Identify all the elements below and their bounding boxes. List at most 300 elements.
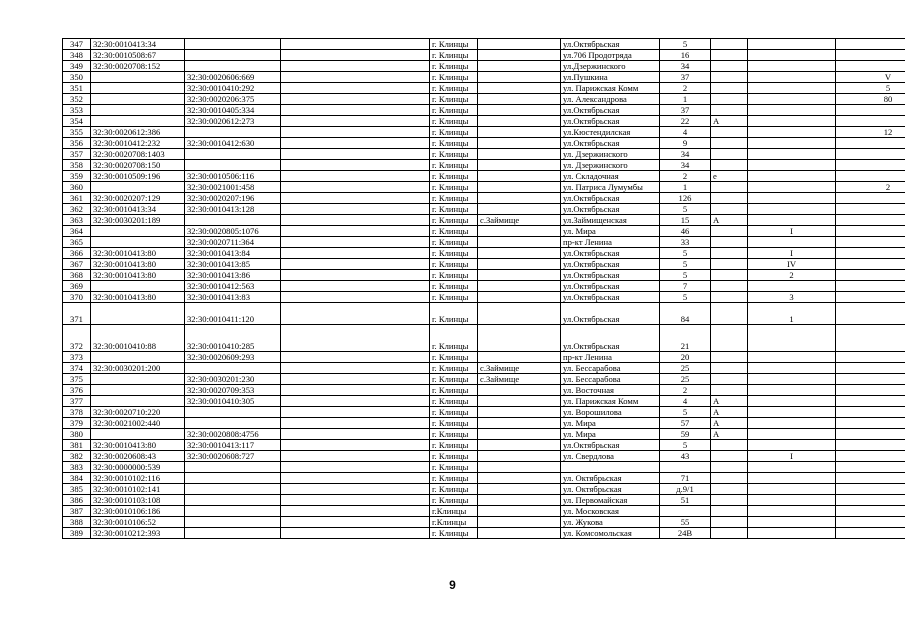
letter-cell: А (711, 418, 748, 429)
cadastral-number-cell (91, 116, 185, 127)
apartment-cell (836, 281, 905, 292)
apartment-cell (836, 418, 905, 429)
building-cell (748, 237, 836, 248)
street-cell: ул. Мира (561, 418, 660, 429)
cadastral-number-2-cell (185, 149, 281, 160)
house-number-cell: 15 (660, 215, 711, 226)
building-cell (748, 495, 836, 506)
building-cell: I (748, 226, 836, 237)
city-cell: г. Клинцы (430, 484, 478, 495)
building-cell (748, 182, 836, 193)
row-number-cell: 378 (63, 407, 91, 418)
settlement-cell (478, 303, 561, 325)
extra-cell (281, 248, 430, 259)
letter-cell (711, 517, 748, 528)
extra-cell (281, 517, 430, 528)
street-cell: ул. Патриса Лумумбы (561, 182, 660, 193)
street-cell: ул.Кюстендилская (561, 127, 660, 138)
cadastral-number-2-cell: 32:30:0010412:630 (185, 138, 281, 149)
table-row (63, 495, 905, 506)
apartment-cell: 12 (836, 127, 905, 138)
settlement-cell (478, 281, 561, 292)
cadastral-number-cell: 32:30:0010412:232 (91, 138, 185, 149)
settlement-cell (478, 204, 561, 215)
extra-cell (281, 292, 430, 303)
building-cell (748, 105, 836, 116)
city-cell: г. Клинцы (430, 440, 478, 451)
building-cell (748, 171, 836, 182)
street-cell: ул. Мира (561, 429, 660, 440)
apartment-cell (836, 528, 905, 539)
letter-cell (711, 440, 748, 451)
apartment-cell (836, 193, 905, 204)
settlement-cell (478, 50, 561, 61)
cadastral-number-2-cell: 32:30:0020608:727 (185, 451, 281, 462)
house-number-cell: 46 (660, 226, 711, 237)
house-number-cell: 34 (660, 160, 711, 171)
table-row (63, 407, 905, 418)
building-cell (748, 193, 836, 204)
street-cell: ул. Жукова (561, 517, 660, 528)
apartment-cell (836, 39, 905, 50)
cadastral-number-cell: 32:30:0010413:80 (91, 270, 185, 281)
extra-cell (281, 160, 430, 171)
building-cell (748, 72, 836, 83)
table-row (63, 105, 905, 116)
letter-cell: А (711, 429, 748, 440)
apartment-cell (836, 149, 905, 160)
street-cell: ул.706 Продотряда (561, 50, 660, 61)
extra-cell (281, 407, 430, 418)
letter-cell (711, 484, 748, 495)
street-cell: ул.Октябрьская (561, 193, 660, 204)
apartment-cell: 80 (836, 94, 905, 105)
street-cell: ул.Октябрьская (561, 138, 660, 149)
building-cell (748, 374, 836, 385)
settlement-cell (478, 385, 561, 396)
row-number-cell: 349 (63, 61, 91, 72)
row-number-cell: 360 (63, 182, 91, 193)
letter-cell (711, 259, 748, 270)
cadastral-number-2-cell: 32:30:0020609:293 (185, 352, 281, 363)
cadastral-number-2-cell: 32:30:0010413:117 (185, 440, 281, 451)
building-cell (748, 127, 836, 138)
cadastral-number-2-cell: 32:30:0010405:334 (185, 105, 281, 116)
extra-cell (281, 528, 430, 539)
house-number-cell: 55 (660, 517, 711, 528)
settlement-cell (478, 226, 561, 237)
cadastral-number-cell: 32:30:0010102:141 (91, 484, 185, 495)
cadastral-number-cell (91, 374, 185, 385)
house-number-cell: 22 (660, 116, 711, 127)
street-cell: ул. Парижская Комм (561, 83, 660, 94)
cadastral-number-cell: 32:30:0000000:539 (91, 462, 185, 473)
letter-cell (711, 462, 748, 473)
row-number-cell: 365 (63, 237, 91, 248)
street-cell: ул.Октябрьская (561, 204, 660, 215)
letter-cell (711, 303, 748, 325)
apartment-cell (836, 270, 905, 281)
house-number-cell: 2 (660, 385, 711, 396)
cadastral-number-2-cell: 32:30:0020206:375 (185, 94, 281, 105)
settlement-cell (478, 440, 561, 451)
extra-cell (281, 484, 430, 495)
extra-cell (281, 506, 430, 517)
cadastral-number-2-cell (185, 517, 281, 528)
cadastral-number-2-cell: 32:30:0010413:83 (185, 292, 281, 303)
row-number-cell: 351 (63, 83, 91, 94)
letter-cell (711, 127, 748, 138)
apartment-cell (836, 352, 905, 363)
letter-cell (711, 451, 748, 462)
row-number-cell: 372 (63, 325, 91, 352)
settlement-cell (478, 429, 561, 440)
apartment-cell (836, 226, 905, 237)
house-number-cell: 5 (660, 259, 711, 270)
cadastral-number-cell (91, 396, 185, 407)
house-number-cell: 1 (660, 182, 711, 193)
table-row (63, 352, 905, 363)
cadastral-number-cell: 32:30:0010508:67 (91, 50, 185, 61)
street-cell: ул. Комсомольская (561, 528, 660, 539)
apartment-cell (836, 484, 905, 495)
cadastral-number-2-cell: 32:30:0020207:196 (185, 193, 281, 204)
extra-cell (281, 105, 430, 116)
extra-cell (281, 138, 430, 149)
apartment-cell (836, 495, 905, 506)
extra-cell (281, 462, 430, 473)
table-row (63, 193, 905, 204)
house-number-cell: 7 (660, 281, 711, 292)
building-cell (748, 385, 836, 396)
row-number-cell: 380 (63, 429, 91, 440)
apartment-cell (836, 363, 905, 374)
cadastral-number-cell: 32:30:0010102:116 (91, 473, 185, 484)
table-row (63, 440, 905, 451)
settlement-cell (478, 270, 561, 281)
table-row (63, 94, 905, 105)
settlement-cell: с.Займище (478, 363, 561, 374)
cadastral-number-cell (91, 237, 185, 248)
row-number-cell: 370 (63, 292, 91, 303)
street-cell: ул.Октябрьская (561, 281, 660, 292)
apartment-cell (836, 61, 905, 72)
cadastral-number-2-cell (185, 495, 281, 506)
cadastral-number-2-cell (185, 50, 281, 61)
house-number-cell: 57 (660, 418, 711, 429)
city-cell: г. Клинцы (430, 374, 478, 385)
extra-cell (281, 127, 430, 138)
building-cell: I (748, 248, 836, 259)
letter-cell (711, 182, 748, 193)
street-cell: ул.Пушкина (561, 72, 660, 83)
cadastral-number-cell (91, 281, 185, 292)
cadastral-number-2-cell (185, 528, 281, 539)
street-cell: ул.Займищенская (561, 215, 660, 226)
street-cell: ул.Дзержинского (561, 61, 660, 72)
city-cell: г. Клинцы (430, 325, 478, 352)
cadastral-number-cell (91, 182, 185, 193)
city-cell: г. Клинцы (430, 292, 478, 303)
row-number-cell: 366 (63, 248, 91, 259)
building-cell (748, 396, 836, 407)
cadastral-number-cell (91, 105, 185, 116)
apartment-cell (836, 429, 905, 440)
city-cell: г. Клинцы (430, 451, 478, 462)
street-cell: ул. Мира (561, 226, 660, 237)
cadastral-number-2-cell: 32:30:0010413:84 (185, 248, 281, 259)
extra-cell (281, 473, 430, 484)
extra-cell (281, 215, 430, 226)
cadastral-number-2-cell: 32:30:0021001:458 (185, 182, 281, 193)
row-number-cell: 347 (63, 39, 91, 50)
house-number-cell: 5 (660, 407, 711, 418)
city-cell: г. Клинцы (430, 259, 478, 270)
cadastral-number-2-cell: 32:30:0020612:273 (185, 116, 281, 127)
letter-cell (711, 237, 748, 248)
street-cell: ул.Октябрьская (561, 248, 660, 259)
cadastral-number-cell: 32:30:0030201:200 (91, 363, 185, 374)
apartment-cell (836, 462, 905, 473)
street-cell: ул. Ворошилова (561, 407, 660, 418)
apartment-cell (836, 451, 905, 462)
cadastral-number-cell (91, 385, 185, 396)
street-cell: ул. Восточная (561, 385, 660, 396)
house-number-cell: 37 (660, 72, 711, 83)
street-cell: ул. Октябрьская (561, 484, 660, 495)
city-cell: г. Клинцы (430, 281, 478, 292)
city-cell: г. Клинцы (430, 50, 478, 61)
apartment-cell (836, 473, 905, 484)
table-row (63, 325, 905, 352)
street-cell: ул.Октябрьская (561, 105, 660, 116)
cadastral-number-2-cell: 32:30:0010412:563 (185, 281, 281, 292)
apartment-cell (836, 374, 905, 385)
cadastral-number-cell: 32:30:0010106:186 (91, 506, 185, 517)
extra-cell (281, 451, 430, 462)
extra-cell (281, 303, 430, 325)
house-number-cell: 43 (660, 451, 711, 462)
cadastral-number-cell: 32:30:0020708:150 (91, 160, 185, 171)
cadastral-number-cell: 32:30:0010413:80 (91, 440, 185, 451)
cadastral-number-cell (91, 352, 185, 363)
settlement-cell (478, 138, 561, 149)
settlement-cell (478, 94, 561, 105)
cadastral-number-2-cell: 32:30:0030201:230 (185, 374, 281, 385)
settlement-cell (478, 473, 561, 484)
settlement-cell (478, 105, 561, 116)
table-row (63, 363, 905, 374)
letter-cell (711, 385, 748, 396)
city-cell: г. Клинцы (430, 215, 478, 226)
city-cell: г. Клинцы (430, 182, 478, 193)
building-cell (748, 429, 836, 440)
row-number-cell: 375 (63, 374, 91, 385)
extra-cell (281, 116, 430, 127)
apartment-cell (836, 237, 905, 248)
letter-cell (711, 325, 748, 352)
building-cell (748, 407, 836, 418)
house-number-cell: 5 (660, 248, 711, 259)
cadastral-number-2-cell: 32:30:0010410:305 (185, 396, 281, 407)
table-row (63, 396, 905, 407)
city-cell: г. Клинцы (430, 193, 478, 204)
building-cell (748, 94, 836, 105)
letter-cell (711, 193, 748, 204)
settlement-cell (478, 193, 561, 204)
row-number-cell: 356 (63, 138, 91, 149)
city-cell: г. Клинцы (430, 473, 478, 484)
row-number-cell: 377 (63, 396, 91, 407)
building-cell (748, 160, 836, 171)
city-cell: г. Клинцы (430, 226, 478, 237)
letter-cell: А (711, 215, 748, 226)
row-number-cell: 389 (63, 528, 91, 539)
house-number-cell: 71 (660, 473, 711, 484)
city-cell: г. Клинцы (430, 127, 478, 138)
row-number-cell: 354 (63, 116, 91, 127)
cadastral-number-cell (91, 94, 185, 105)
row-number-cell: 383 (63, 462, 91, 473)
cadastral-number-cell: 32:30:0010212:393 (91, 528, 185, 539)
city-cell: г. Клинцы (430, 385, 478, 396)
cadastral-number-cell: 32:30:0010413:80 (91, 259, 185, 270)
extra-cell (281, 418, 430, 429)
apartment-cell (836, 517, 905, 528)
street-cell: ул. Бессарабова (561, 374, 660, 385)
city-cell: г. Клинцы (430, 160, 478, 171)
cadastral-number-2-cell: 32:30:0010411:120 (185, 303, 281, 325)
letter-cell (711, 39, 748, 50)
table-row (63, 116, 905, 127)
house-number-cell: 9 (660, 138, 711, 149)
letter-cell (711, 138, 748, 149)
city-cell: г. Клинцы (430, 72, 478, 83)
letter-cell (711, 226, 748, 237)
house-number-cell (660, 462, 711, 473)
apartment-cell: V (836, 72, 905, 83)
city-cell: г. Клинцы (430, 105, 478, 116)
settlement-cell (478, 237, 561, 248)
row-number-cell: 381 (63, 440, 91, 451)
letter-cell (711, 352, 748, 363)
table-row (63, 462, 905, 473)
table-row (63, 473, 905, 484)
cadastral-number-cell: 32:30:0020612:386 (91, 127, 185, 138)
row-number-cell: 348 (63, 50, 91, 61)
registry-table-body (63, 39, 905, 539)
extra-cell (281, 363, 430, 374)
cadastral-number-2-cell: 32:30:0010413:128 (185, 204, 281, 215)
letter-cell (711, 292, 748, 303)
house-number-cell: 20 (660, 352, 711, 363)
table-row (63, 226, 905, 237)
cadastral-number-cell: 32:30:0010509:196 (91, 171, 185, 182)
street-cell (561, 462, 660, 473)
table-row (63, 171, 905, 182)
settlement-cell (478, 506, 561, 517)
extra-cell (281, 374, 430, 385)
city-cell: г.Клинцы (430, 506, 478, 517)
city-cell: г. Клинцы (430, 83, 478, 94)
table-row (63, 517, 905, 528)
settlement-cell (478, 83, 561, 94)
row-number-cell: 387 (63, 506, 91, 517)
street-cell: ул. Московская (561, 506, 660, 517)
settlement-cell (478, 396, 561, 407)
row-number-cell: 369 (63, 281, 91, 292)
house-number-cell: 5 (660, 292, 711, 303)
house-number-cell: 16 (660, 50, 711, 61)
cadastral-number-2-cell (185, 473, 281, 484)
house-number-cell: 37 (660, 105, 711, 116)
cadastral-number-2-cell: 32:30:0010413:86 (185, 270, 281, 281)
house-number-cell: 5 (660, 440, 711, 451)
building-cell (748, 149, 836, 160)
street-cell: ул. Октябрьская (561, 473, 660, 484)
street-cell: ул. Дзержинского (561, 149, 660, 160)
apartment-cell (836, 506, 905, 517)
table-row (63, 374, 905, 385)
house-number-cell: 2 (660, 83, 711, 94)
table-row (63, 182, 905, 193)
city-cell: г. Клинцы (430, 363, 478, 374)
building-cell: 2 (748, 270, 836, 281)
cadastral-number-cell: 32:30:0021002:440 (91, 418, 185, 429)
letter-cell (711, 149, 748, 160)
letter-cell (711, 528, 748, 539)
table-row (63, 72, 905, 83)
letter-cell (711, 72, 748, 83)
building-cell (748, 517, 836, 528)
cadastral-number-2-cell: 32:30:0010410:292 (185, 83, 281, 94)
street-cell: ул.Октябрьская (561, 303, 660, 325)
extra-cell (281, 440, 430, 451)
cadastral-number-2-cell (185, 418, 281, 429)
house-number-cell: 21 (660, 325, 711, 352)
letter-cell (711, 270, 748, 281)
extra-cell (281, 352, 430, 363)
row-number-cell: 376 (63, 385, 91, 396)
city-cell: г. Клинцы (430, 303, 478, 325)
building-cell (748, 363, 836, 374)
table-row (63, 248, 905, 259)
row-number-cell: 359 (63, 171, 91, 182)
letter-cell (711, 50, 748, 61)
row-number-cell: 371 (63, 303, 91, 325)
house-number-cell: 4 (660, 127, 711, 138)
building-cell (748, 39, 836, 50)
letter-cell (711, 160, 748, 171)
cadastral-number-2-cell (185, 407, 281, 418)
table-row (63, 138, 905, 149)
extra-cell (281, 259, 430, 270)
row-number-cell: 368 (63, 270, 91, 281)
settlement-cell (478, 171, 561, 182)
letter-cell: А (711, 116, 748, 127)
table-row (63, 149, 905, 160)
apartment-cell (836, 215, 905, 226)
apartment-cell (836, 440, 905, 451)
house-number-cell: 2 (660, 171, 711, 182)
house-number-cell: 25 (660, 374, 711, 385)
table-row (63, 385, 905, 396)
extra-cell (281, 270, 430, 281)
city-cell: г. Клинцы (430, 149, 478, 160)
cadastral-number-cell (91, 303, 185, 325)
row-number-cell: 352 (63, 94, 91, 105)
settlement-cell (478, 325, 561, 352)
